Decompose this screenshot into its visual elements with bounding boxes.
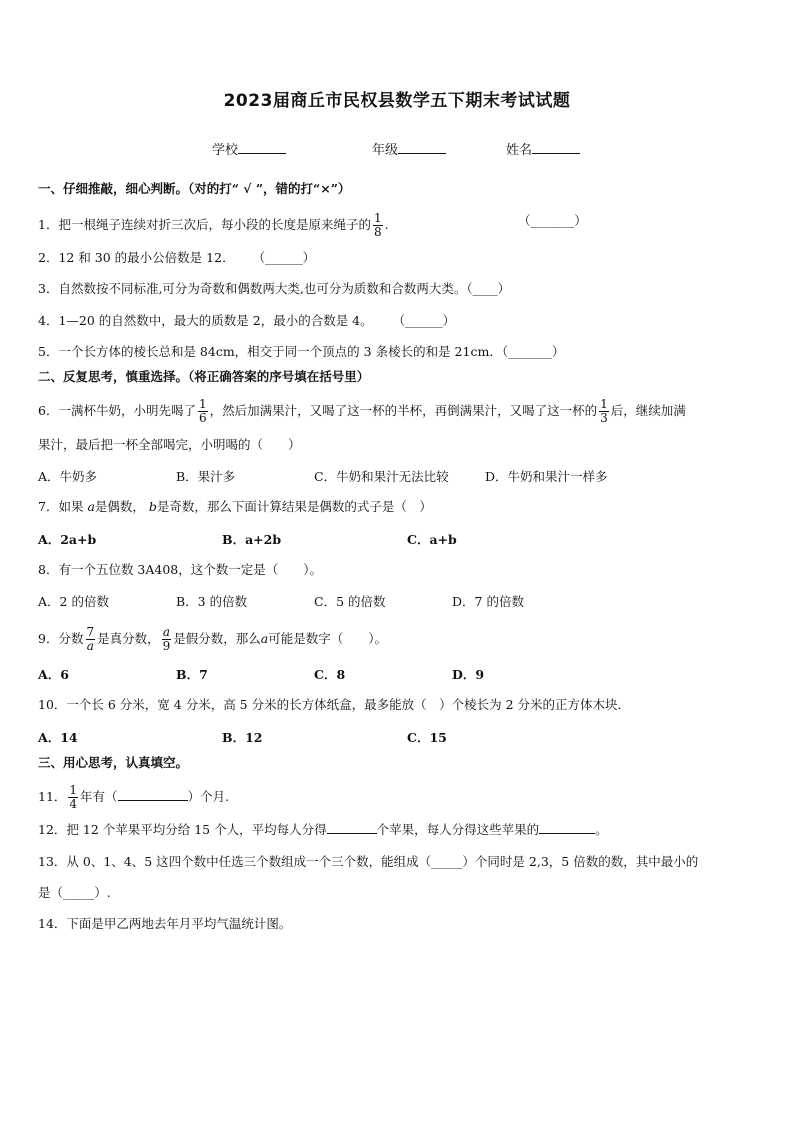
- q8-option-c[interactable]: C．5 的倍数: [314, 594, 386, 609]
- q9-option-a[interactable]: A．6: [38, 667, 69, 682]
- question-7: [38, 498, 758, 516]
- q9-option-b[interactable]: B．7: [176, 667, 208, 682]
- question-8-options: [38, 592, 758, 610]
- question-9-options: [38, 665, 758, 683]
- question-10: 10．一个长 6 分米，宽 4 分米，高 5 分米的长方体纸盒，最多能放（ ）个棱长为 2 分米的正方体木块．: [38, 697, 631, 712]
- q4-text: 4．1—20 的自然数中，最大的质数是 2，最小的合数是 4。: [38, 313, 373, 328]
- question-10-options: [38, 728, 758, 746]
- q9-frac2-den: 9: [162, 639, 171, 653]
- q6-option-d[interactable]: D．牛奶和果汁一样多: [485, 469, 608, 484]
- q9-fraction-1: [85, 626, 95, 653]
- q11-answer-blank[interactable]: [118, 788, 188, 806]
- q7-text-a: 7．如果: [38, 499, 84, 514]
- q12-answer-blank-2[interactable]: [539, 821, 595, 839]
- question-6-line-1: [38, 398, 758, 425]
- q9-fraction-2: [162, 626, 172, 653]
- q6-frac2-den: 3: [600, 411, 608, 425]
- q6-text-a: 6．一满杯牛奶，小明先喝了: [38, 403, 196, 418]
- q9-frac1-num: 7: [86, 625, 95, 639]
- section-2-heading: 二、反复思考，慎重选择。（将正确答案的序号填在括号里）: [38, 369, 370, 384]
- q9-frac2-num: a: [162, 625, 170, 639]
- q6-frac1-num: 1: [198, 397, 207, 411]
- question-4: [38, 312, 758, 330]
- q8-option-b[interactable]: B．3 的倍数: [176, 594, 248, 609]
- q9-option-c[interactable]: C．8: [314, 667, 346, 682]
- school-blank[interactable]: [238, 140, 286, 154]
- q9-option-d[interactable]: D．9: [452, 667, 485, 682]
- q6-text-c: 后，继续加满: [610, 403, 686, 418]
- name-field[interactable]: [506, 139, 580, 158]
- q1-frac-den: 8: [373, 225, 382, 239]
- q7-text-c: 是奇数，那么下面计算结果是偶数的式子是（ ）: [156, 499, 432, 514]
- question-14: 14．下面是甲乙两地去年月平均气温统计图。: [38, 916, 292, 931]
- q11-frac-den: 4: [69, 797, 78, 811]
- q10-option-b[interactable]: B．12: [222, 730, 263, 745]
- q9-text-a: 9．分数: [38, 631, 84, 646]
- name-label: 姓名: [506, 143, 533, 158]
- q11-fraction: [68, 784, 78, 811]
- q7-option-b[interactable]: B．a+2b: [222, 532, 282, 547]
- q12-text-c: 。: [595, 822, 608, 837]
- question-3: [38, 280, 758, 298]
- q7-option-a[interactable]: A．2a+b: [38, 532, 97, 547]
- question-2: [38, 249, 758, 267]
- q1-text: 1．把一根绳子连续对折三次后，每小段的长度是原来绳子的: [38, 217, 371, 232]
- q7-var-b: b: [148, 499, 157, 514]
- q12-text-a: 12．把 12 个苹果平均分给 15 个人，平均每人分得: [38, 822, 327, 837]
- q10-option-a[interactable]: A．14: [38, 730, 78, 745]
- question-1: [38, 212, 758, 239]
- q1-fraction: [373, 212, 383, 239]
- q7-var-a: a: [87, 499, 95, 514]
- q9-var-a: a: [260, 631, 269, 646]
- q6-frac2-num: 1: [600, 397, 608, 411]
- student-info-line: [0, 139, 794, 159]
- question-11: [38, 784, 758, 811]
- q2-text: 2．12 和 30 的最小公倍数是 12．: [38, 250, 235, 265]
- q11-number: 11．: [38, 789, 67, 804]
- section-3-heading: 三、用心思考，认真填空。: [38, 755, 189, 770]
- q11-frac-num: 1: [69, 783, 78, 797]
- grade-field[interactable]: [372, 139, 446, 158]
- q6-fraction-1: [198, 398, 208, 425]
- q1-frac-num: 1: [373, 211, 382, 225]
- q1-answer-slot[interactable]: （_______）: [518, 213, 587, 228]
- question-9: [38, 626, 758, 653]
- q11-text-b: ）个月.: [187, 789, 230, 804]
- q7-option-c[interactable]: C．a+b: [407, 532, 457, 547]
- q11-text-a: 年有（: [80, 789, 118, 804]
- q9-frac1-den: a: [86, 639, 94, 653]
- q9-text-c: 是假分数，那么: [173, 631, 261, 646]
- q10-option-c[interactable]: C．15: [407, 730, 447, 745]
- question-5: [38, 343, 758, 361]
- q6-option-a[interactable]: A．牛奶多: [38, 469, 98, 484]
- q3-text: 3．自然数按不同标准,可分为奇数和偶数两大类,也可分为质数和合数两大类。: [38, 281, 467, 296]
- q3-answer-slot[interactable]: （____）: [466, 281, 511, 296]
- q12-answer-blank-1[interactable]: [327, 821, 377, 839]
- q2-answer-slot[interactable]: （______）: [252, 250, 316, 265]
- page-title: 2023届商丘市民权县数学五下期末考试试题: [223, 91, 571, 111]
- grade-label: 年级: [372, 143, 399, 158]
- q4-answer-slot[interactable]: （______）: [392, 313, 456, 328]
- q1-text-end: .: [384, 217, 389, 232]
- q6-fraction-2: [599, 398, 609, 425]
- name-blank[interactable]: [532, 140, 580, 154]
- question-8: 8．有一个五位数 3A408，这个数一定是（ ）。: [38, 562, 323, 577]
- q9-text-b: 是真分数，: [97, 631, 160, 646]
- question-13-line-2: 是（_____）.: [38, 885, 111, 900]
- q8-option-d[interactable]: D．7 的倍数: [452, 594, 524, 609]
- q9-text-d: 可能是数字（ ）。: [268, 631, 387, 646]
- q5-text: 5．一个长方体的棱长总和是 84cm，相交于同一个顶点的 3 条棱长的和是 21cm．: [38, 344, 502, 359]
- q6-option-c[interactable]: C．牛奶和果汁无法比较: [314, 469, 449, 484]
- school-field[interactable]: [212, 139, 286, 158]
- question-7-options: [38, 530, 758, 548]
- q8-option-a[interactable]: A．2 的倍数: [38, 594, 109, 609]
- q12-text-b: 个苹果，每人分得这些苹果的: [376, 822, 540, 837]
- question-6-line-2: 果汁，最后把一杯全部喝完，小明喝的（ ）: [38, 437, 301, 452]
- grade-blank[interactable]: [398, 140, 446, 154]
- question-6-options: [38, 467, 758, 485]
- question-12: [38, 821, 758, 839]
- section-1-heading: 一、仔细推敲，细心判断。（对的打“ √ ”，错的打“×”）: [38, 181, 351, 196]
- q7-text-b: 是偶数，: [94, 499, 145, 514]
- question-13-line-1: 13．从 0、1、4、5 这四个数中任选三个数组成一个三个数，能组成（_____）个同时是 2,3，5 倍数的数，其中最小的: [38, 854, 699, 869]
- q6-option-b[interactable]: B．果汁多: [176, 469, 236, 484]
- school-label: 学校: [212, 143, 239, 158]
- q6-text-b: ，然后加满果汁，又喝了这一杯的半杯，再倒满果汁，又喝了这一杯的: [209, 403, 598, 418]
- q6-frac1-den: 6: [198, 411, 207, 425]
- q5-answer-slot[interactable]: （_______）: [501, 344, 565, 359]
